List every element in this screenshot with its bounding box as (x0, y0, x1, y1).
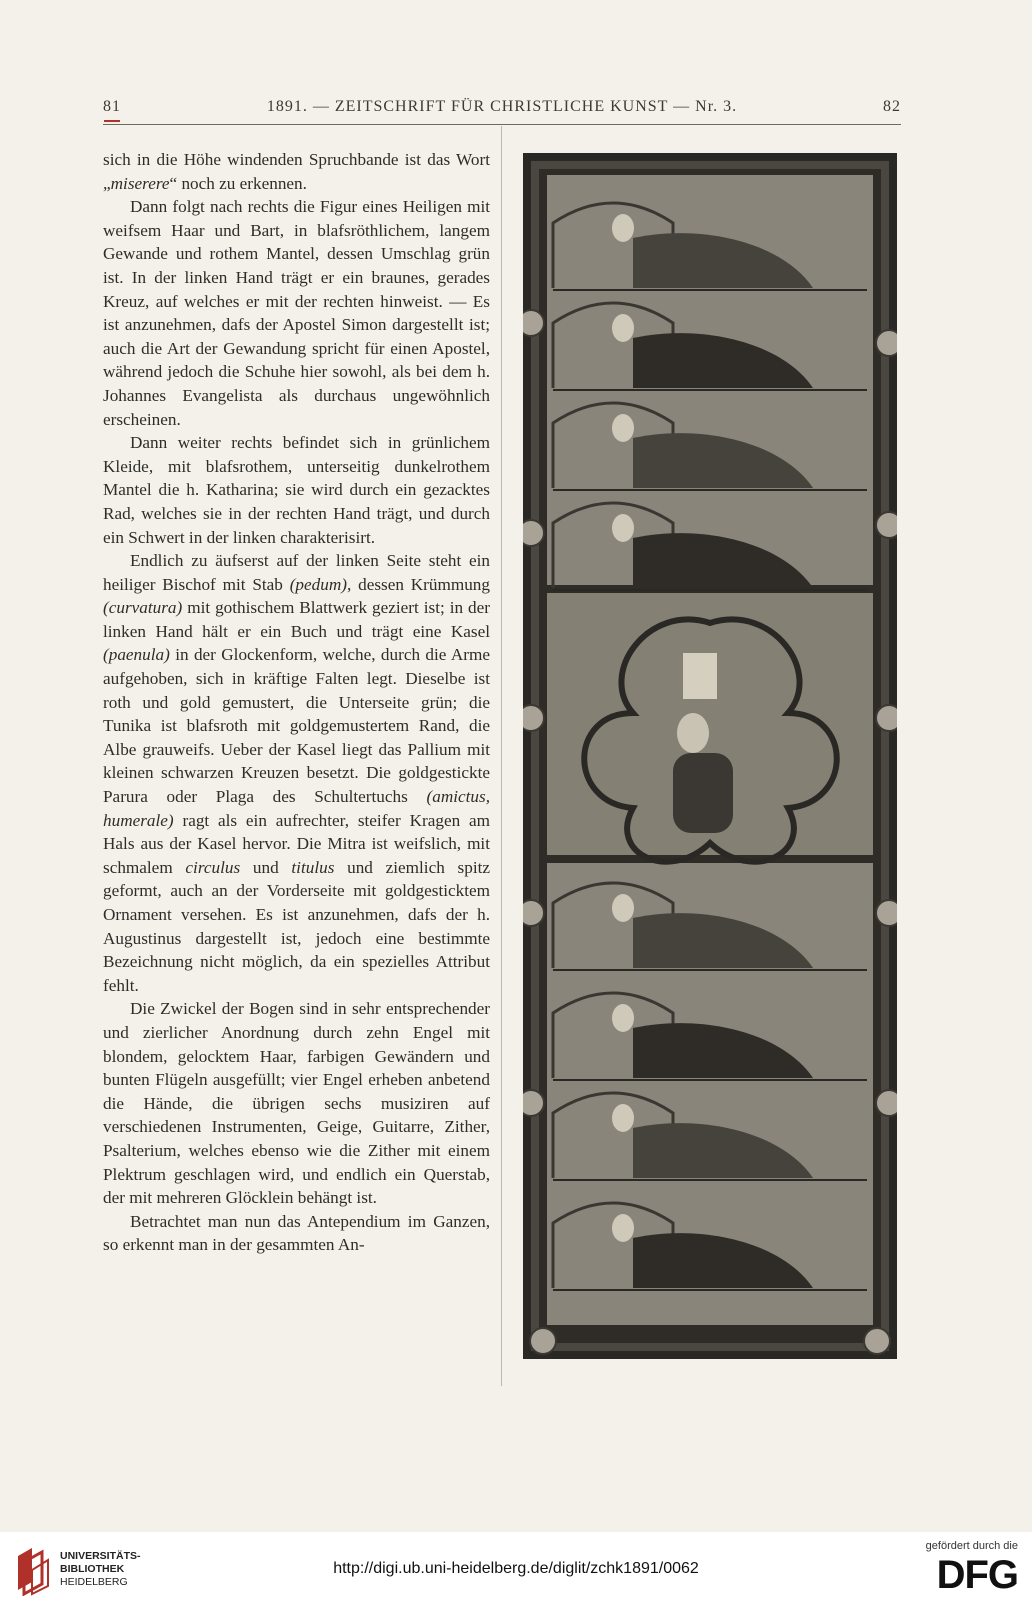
page-number-left: 81 (103, 98, 121, 115)
column-divider (501, 126, 502, 1386)
italic-term: titulus (291, 857, 335, 877)
text-run: in der Glockenform, welche, durch die Arme aufgehoben, sich in kräftige Falten legt. Dieselbe ist roth und gold gemustert, die Unterseite grün; die Tunika ist blafsroth mit goldgemustertem Rand, die Albe grauweifs. Ueber der Kasel liegt das Pallium mit kleinen schwarzen Kreuzen besetzt. Die goldgestickte Parura oder Plaga des Schultertuchs (103, 645, 490, 807)
header-rule (103, 124, 901, 125)
text-run: Endlich zu äufserst auf der linken Seite steht ein heiliger Bischof mit Stab (103, 551, 490, 594)
text-run: mit gothischem Blattwerk geziert ist; in der linken Hand hält er ein Buch und trägt eine Kasel (103, 598, 490, 641)
text-run: , dessen Krümmung (346, 574, 490, 594)
saint-head (612, 1104, 634, 1132)
christ-head (677, 713, 709, 753)
book-held (683, 653, 717, 699)
paragraph (103, 148, 490, 195)
library-line-2: BIBLIOTHEK (60, 1563, 125, 1575)
text-column (103, 148, 490, 1257)
text-run: ragt als ein aufrechter, steifer Kragen am Hals aus der Kasel hervor. Die Mitra ist weifslich, mit schmalem (103, 810, 490, 877)
text-run: “ noch zu erkennen. (169, 173, 307, 193)
italic-term: (paenula) (103, 645, 170, 665)
text-run: und ziemlich spitz geformt, auch an der Vorderseite mit goldgesticktem Ornament versehen. Es ist anzunehmen, dafs der h. Augustinus dargestellt ist, jedoch eine bestimmte Bezeichnung nicht möglich, da ein spezielles Attribut fehlt. (103, 857, 491, 995)
text-run: Betrachtet man nun das Antependium im Ganzen, so erkennt man in der gesammten An- (103, 1211, 490, 1255)
sponsor-note: gefördert durch die (925, 1540, 1018, 1552)
saint-head (612, 214, 634, 242)
saint-head (612, 1004, 634, 1032)
saint-head (612, 414, 634, 442)
paragraph (103, 431, 490, 549)
italic-term: miserere (110, 173, 170, 193)
library-line-3: HEIDELBERG (60, 1576, 128, 1588)
dfg-logo[interactable] (898, 1540, 1018, 1600)
text-run: Die Zwickel der Bogen sind in sehr entsprechender und zierlicher Anordnung durch zehn Engel mit blondem, gelocktem Haar, farbigen Gewändern und bunten Flügeln ausgefüllt; vier Engel erheben anbetend die Hände, die übrigen sechs musiziren auf verschiedenen Instrumenten, Geige, Guitarre, Zither, Psalterium, welches ebenso wie die Zither mit einem Plektrum geschlagen wird, und endlich ein Querstab, der mit mehreren Glöcklein behängt ist. (103, 999, 490, 1208)
footer-bar (0, 1532, 1032, 1607)
saint-head (612, 1214, 634, 1242)
italic-term: circulus (185, 857, 241, 877)
saint-head (612, 314, 634, 342)
italic-term: (curvatura) (103, 598, 183, 618)
italic-term: (amictus, humerale) (103, 787, 490, 830)
christ-figure (673, 753, 733, 833)
page-number-right: 82 (883, 98, 901, 115)
red-pencil-mark (104, 120, 120, 122)
library-line-1: UNIVERSITÄTS- (60, 1550, 141, 1562)
paragraph (103, 997, 490, 1209)
text-run: und (240, 857, 292, 877)
italic-term: (pedum) (289, 574, 347, 594)
saint-head (612, 894, 634, 922)
text-run: sich in die Höhe windenden Spruchbande ist das Wort „ (103, 150, 490, 193)
paragraph (103, 1210, 490, 1257)
journal-title: 1891. — ZEITSCHRIFT FÜR CHRISTLICHE KUNST — Nr. 3. (266, 98, 738, 115)
running-header (103, 98, 901, 122)
paragraph (103, 195, 490, 431)
paragraph (103, 549, 490, 997)
permalink-url[interactable]: http://digi.ub.uni-heidelberg.de/diglit/zchk1891/0062 (333, 1560, 699, 1577)
text-run: Dann weiter rechts befindet sich in grünlichem Kleide, mit blafsrothem, unterseitig dunkelrothem Mantel die h. Katharina; sie wird durch ein gezacktes Rad, welches sie in der rechten Hand trägt, und durch ein Schwert in der linken charakterisirt. (103, 433, 490, 547)
antependium-illustration (523, 153, 897, 1359)
text-run: Dann folgt nach rechts die Figur eines Heiligen mit weifsem Haar und Bart, in blafsröthlichem, langem Gewande und rothem Mantel, dessen Umschlag grün ist. In der linken Hand trägt er ein braunes, gerades Kreuz, auf welches er mit der rechten hinweist. — Es ist anzunehmen, dafs der Apostel Simon dargestellt ist; auch die Art der Gewandung spricht für einen Apostel, während jedoch die Schuhe hier sowohl, als bei dem h. Johannes Evangelista als durchaus ungewöhnlich erscheinen. (103, 197, 490, 429)
saint-head (612, 514, 634, 542)
sponsor-name: DFG (936, 1553, 1018, 1597)
